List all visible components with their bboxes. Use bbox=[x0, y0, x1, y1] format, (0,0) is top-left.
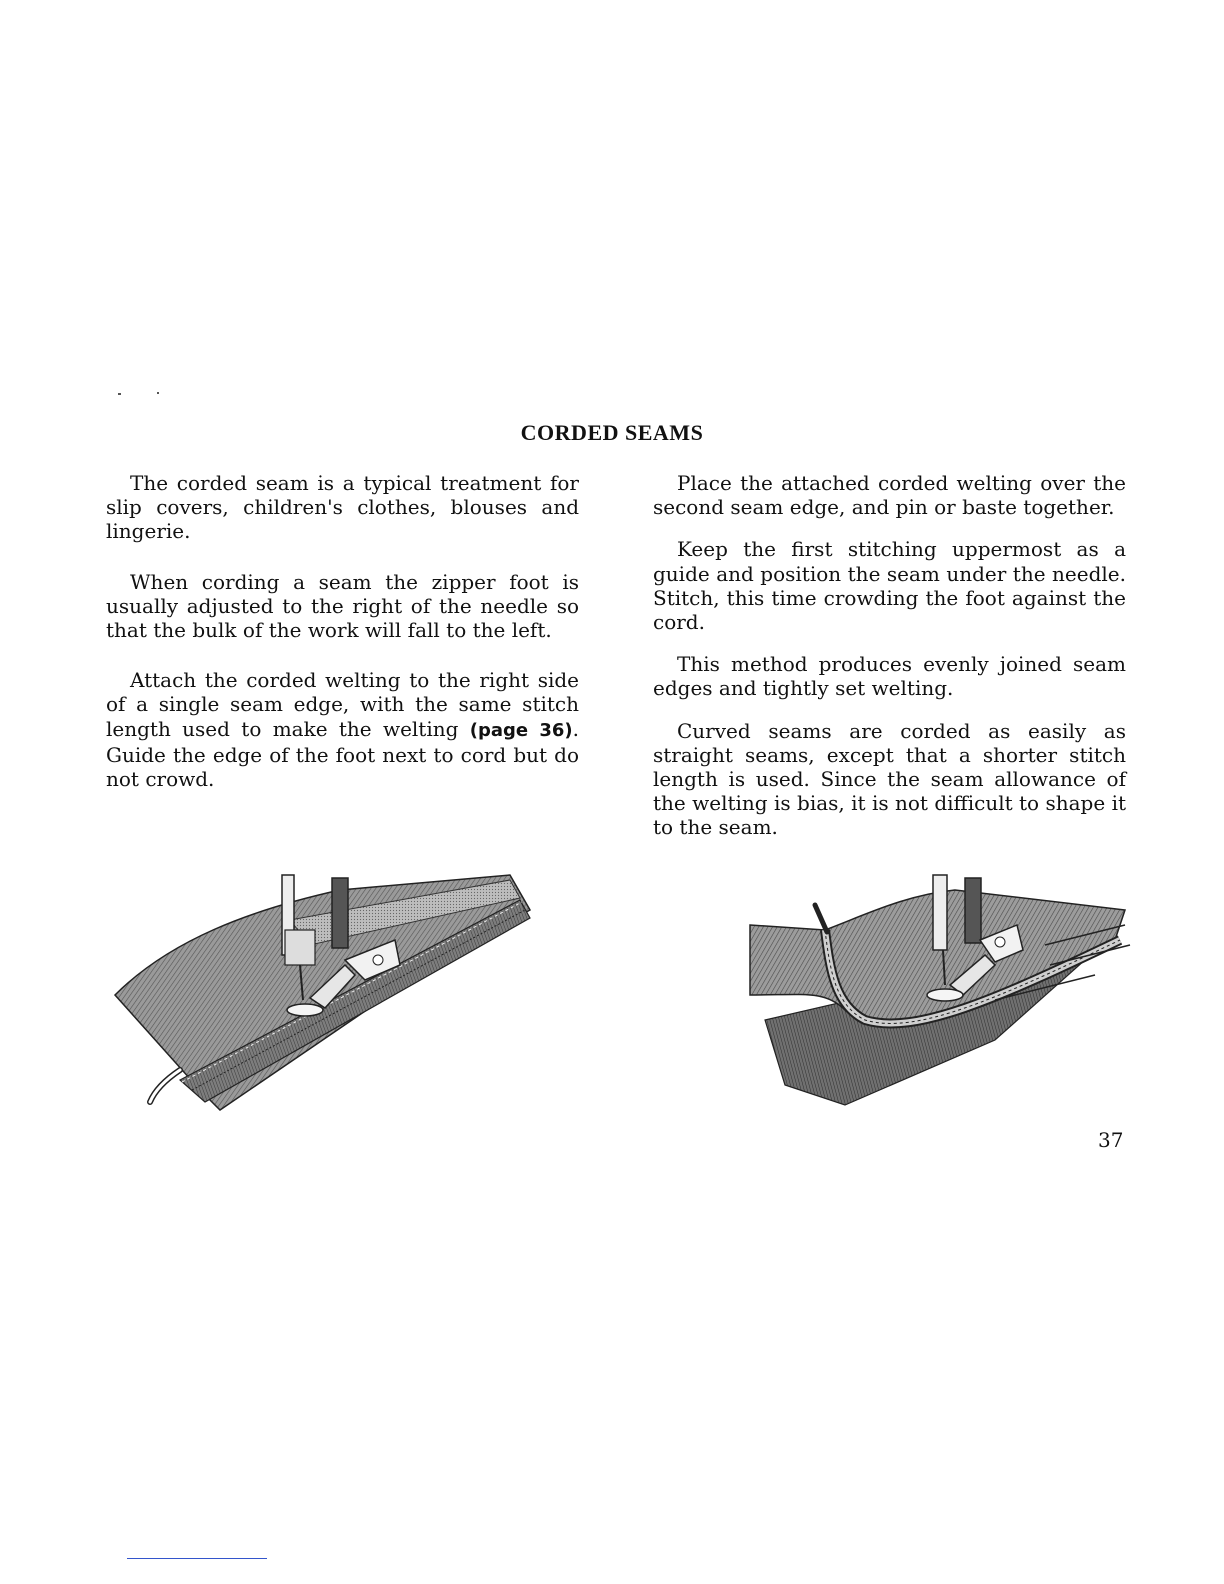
left-paragraph-3-end: . Guide the edge of the foot next to cord but do not crowd. bbox=[106, 716, 579, 792]
page-title: CORDED SEAMS bbox=[520, 420, 704, 445]
sewing-foot-curved-cording-illustration bbox=[745, 870, 1140, 1115]
left-column bbox=[106, 471, 579, 809]
right-paragraph-3: This method produces evenly joined seam edges and tightly set welting. bbox=[653, 652, 1126, 701]
left-paragraph-2: When cording a seam the zipper foot is usually adjusted to the right of the needle so that the bulk of the work will fall to the left. bbox=[106, 569, 579, 643]
footer-rule bbox=[127, 1558, 267, 1559]
print-speck bbox=[118, 393, 121, 395]
page-reference: (page 36) bbox=[469, 719, 573, 741]
print-speck bbox=[157, 392, 159, 394]
left-paragraph-3 bbox=[106, 668, 579, 791]
left-paragraph-3-start: Attach the corded welting to the right side of a single seam edge, with the same stitch length used to make the welting bbox=[106, 668, 579, 741]
page-number: 37 bbox=[1098, 1128, 1124, 1152]
sewing-foot-straight-cording-illustration bbox=[110, 870, 540, 1120]
left-paragraph-1: The corded seam is a typical treatment for slip covers, children's clothes, blouses and lingerie. bbox=[106, 471, 579, 544]
right-paragraph-2: Keep the first stitching uppermost as a guide and position the seam under the needle. Stitch, this time crowding the foot against the cord. bbox=[653, 537, 1126, 635]
right-paragraph-1: Place the attached corded welting over the second seam edge, and pin or baste together. bbox=[653, 471, 1126, 520]
right-paragraph-4: Curved seams are corded as easily as straight seams, except that a shorter stitch length is used. Since the seam allowance of the welting is bias, it is not difficult to shape it to the seam. bbox=[653, 718, 1126, 840]
right-column bbox=[653, 471, 1126, 858]
